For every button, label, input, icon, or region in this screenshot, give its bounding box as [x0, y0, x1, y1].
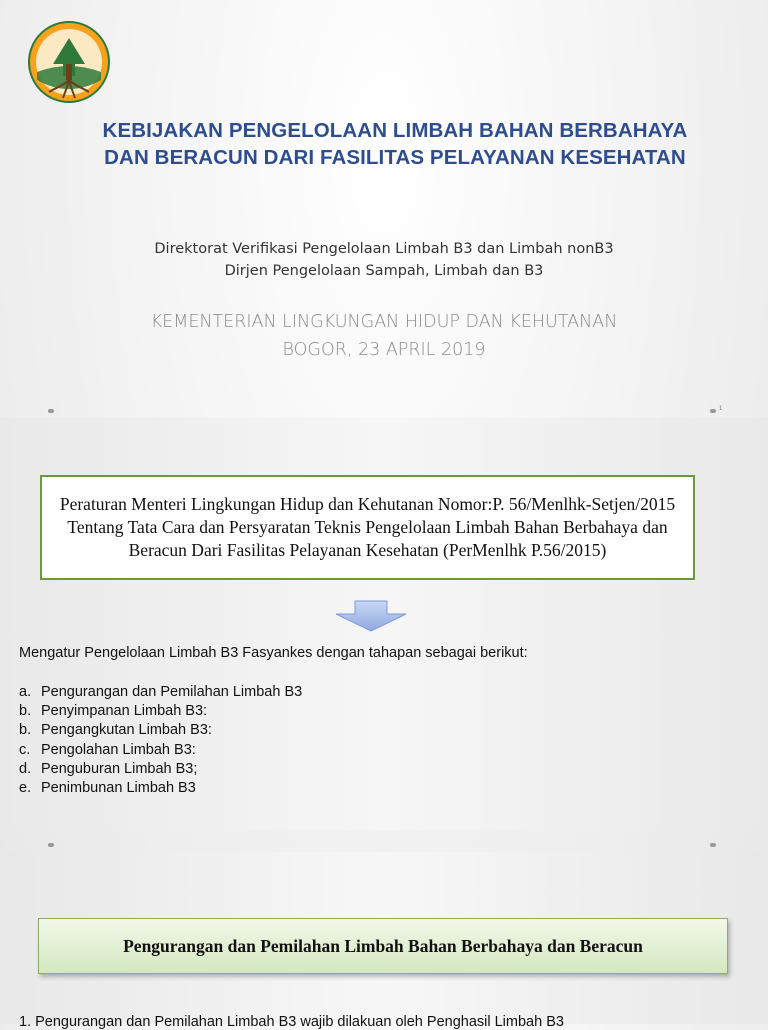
list-item: d. Penguburan Limbah B3;	[19, 760, 198, 777]
list-item: a. Pengurangan dan Pemilahan Limbah B3	[19, 684, 303, 700]
list-item: b. Pengangkutan Limbah B3:	[19, 722, 212, 739]
section-heading-box	[38, 918, 728, 974]
ministry-logo-icon	[27, 20, 111, 104]
slide-corner-dot	[48, 843, 54, 847]
page-number: 1	[719, 406, 723, 412]
slide-corner-dot	[710, 409, 716, 413]
down-arrow-icon	[335, 600, 407, 632]
steps-list	[19, 683, 302, 798]
document-title	[40, 117, 750, 171]
slide-corner-dot	[48, 409, 54, 413]
event-date: BOGOR, 23 APRIL 2019	[282, 340, 486, 360]
title-line-2: DAN BERACUN DARI FASILITAS PELAYANAN KESEHATAN	[104, 146, 686, 169]
steps-intro: Mengatur Pengelolaan Limbah B3 Fasyankes dengan tahapan sebagai berikut:	[19, 645, 528, 661]
directorate-line: Direktorat Verifikasi Pengelolaan Limbah B3 dan Limbah nonB3	[154, 241, 614, 257]
regulation-text: Peraturan Menteri Lingkungan Hidup dan Kehutanan Nomor:P. 56/Menlhk-Setjen/2015 Tentang Tata Cara dan Persyaratan Teknis Pengelolaan Limbah Bahan Berbahaya dan Beracun Dari Fasilitas Pelayanan Kesehatan (PerMenlhk P.56/2015)	[59, 494, 676, 560]
ministry-name: KEMENTERIAN LINGKUNGAN HIDUP DAN KEHUTANAN	[150, 312, 618, 332]
section-heading: Pengurangan dan Pemilahan Limbah Bahan Berbahaya dan Beracun	[123, 935, 643, 956]
regulation-box	[40, 475, 695, 580]
list-item: b. Penyimpanan Limbah B3:	[19, 703, 208, 720]
title-line-1: KEBIJAKAN PENGELOLAAN LIMBAH BAHAN BERBAHAYA	[102, 119, 688, 142]
directorate-general-line: Dirjen Pengelolaan Sampah, Limbah dan B3	[224, 263, 544, 279]
slide-corner-dot	[710, 843, 716, 847]
list-item: e. Penimbunan Limbah B3	[19, 780, 196, 797]
numbered-item: 1. Pengurangan dan Pemilahan Limbah B3 wajib dilakuan oleh Penghasil Limbah B3	[19, 1014, 564, 1030]
list-item: c. Pengolahan Limbah B3:	[19, 741, 196, 758]
